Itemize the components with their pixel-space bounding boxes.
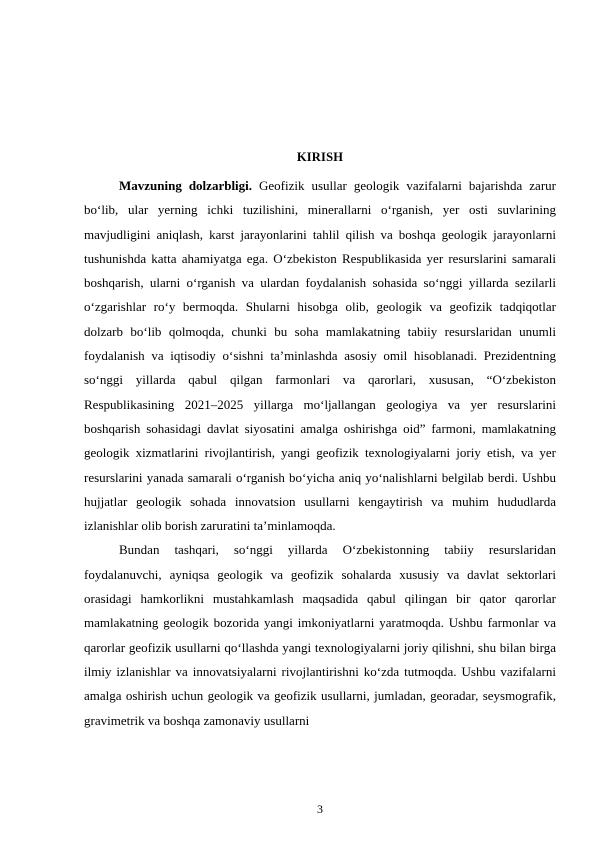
paragraph-text: Bundan tashqari, so‘nggi yillarda O‘zbekistonning tabiiy resurslaridan foydalanuvchi, ayniqsa geologik va geofizik sohalarda xususiy va davlat sektorlari orasidagi hamkorlikni mustahkamlash maqsadida qabul qilingan bir qator qarorlar mamlakatning geologik bozorida yangi imkoniyatlarni yaratmoqda. Ushbu farmonlar va qarorlar geofizik usullarni qo‘llashda yangi texnologiyalarni joriy qilishni, shu bilan birga ilmiy izlanishlar va innovatsiyalarni rivojlantirishni ko‘zda tutmoqda. Ushbu vazifalarni amalga oshirish uchun geologik va geofizik usullarni, jumladan, georadar, seysmografik, gravimetrik va boshqa zamonaviy usullarni bbox=[84, 542, 556, 728]
paragraph-text: Geofizik usullar geologik vazifalarni bajarishda zarur bo‘lib, ular yerning ichki tuzilishini, minerallarni o‘rganish, yer osti suvlarining mavjudligini aniqlash, karst jarayonlarini tahlil qilish va boshqa geologik jarayonlarni tushunishda katta ahamiyatga ega. O‘zbekiston Respublikasida yer resurslarini samarali boshqarish, ularni o‘rganish va ulardan foydalanish sohasida so‘nggi yillarda sezilarli o‘zgarishlar ro‘y bermoqda. Shularni hisobga olib, geologik va geofizik tadqiqotlar dolzarb bo‘lib qolmoqda, chunki bu soha mamlakatning tabiiy resurslaridan unumli foydalanish va iqtisodiy o‘sishni ta’minlashda asosiy omil hisoblanadi. Prezidentning so‘nggi yillarda qabul qilgan farmonlari va qarorlari, xususan, “O‘zbekiston Respublikasining 2021–2025 yillarga mo‘ljallangan geologiya va yer resurslarini boshqarish sohasidagi davlat siyosatini amalga oshirishga oid” farmoni, mamlakatning geologik xizmatlarini rivojlantirish, yangi geofizik texnologiyalarni joriy etish, va yer resurslarini yanada samarali o‘rganish bo‘yicha aniq yo‘nalishlarni belgilab berdi. Ushbu hujjatlar geologik sohada innovatsion usullarni kengaytirish va muhim hududlarda izlanishlar olib borish zaruratini ta’minlamoqda. bbox=[84, 178, 556, 534]
paragraph-lead: Mavzuning dolzarbligi. bbox=[119, 178, 253, 193]
body-text bbox=[84, 174, 556, 733]
paragraph-relevance bbox=[84, 174, 556, 538]
paragraph-additional bbox=[84, 538, 556, 732]
page-number: 3 bbox=[317, 802, 323, 816]
section-heading: KIRISH bbox=[296, 150, 344, 164]
